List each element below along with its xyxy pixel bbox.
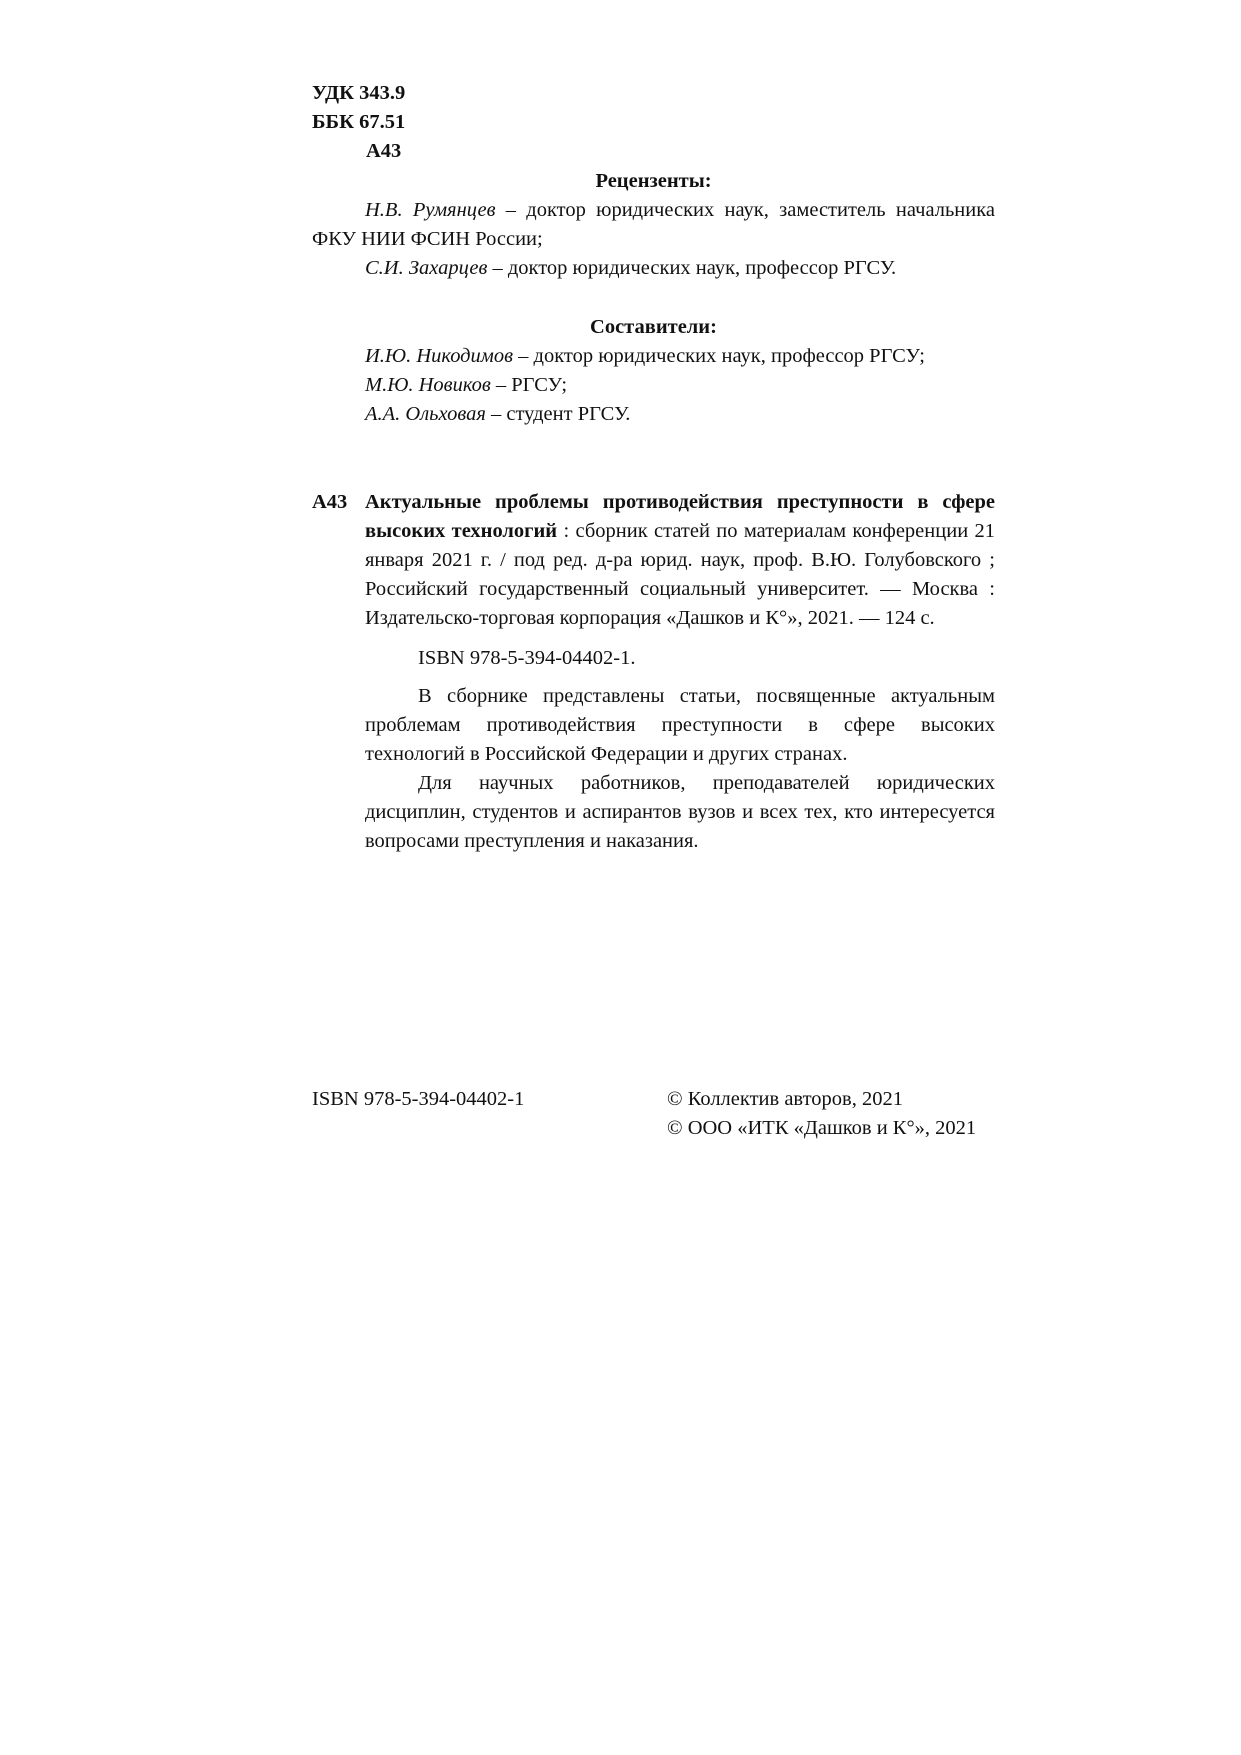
reviewer-name: Н.В. Румянцев [365, 199, 496, 221]
book-details: : сборник статей по материалам конференции 21 января 2021 г. / под ред. д-ра юрид. наук, проф. В.Ю. Голубовского ; Российский государственный социальный университет. — Москва : Издательско-торговая корпорация «Дашков и К°», 2021. — 124 с. [365, 520, 996, 629]
reviewer-desc: – доктор юридических наук, заместитель начальника ФКУ НИИ ФСИН России; [312, 199, 995, 250]
reviewer-name: С.И. Захарцев [365, 257, 488, 279]
compiler-item [312, 342, 995, 371]
compiler-name: М.Ю. Новиков [365, 374, 491, 396]
entry-author-sign: А43 [312, 491, 348, 513]
reviewer-item [312, 254, 995, 283]
compiler-item [312, 371, 995, 400]
annotation-paragraph: В сборнике представлены статьи, посвященные актуальным проблемам противодействия преступности в сфере высоких технологий в Российской Федерации и других странах. [365, 685, 995, 765]
copyright-block [667, 1085, 976, 1143]
reviewers-list [312, 196, 995, 283]
reviewers-heading: Рецензенты: [595, 170, 712, 192]
book-title: Актуальные проблемы противодействия преступности в сфере высоких технологий [365, 491, 995, 542]
udk-code: УДК 343.9 [312, 82, 406, 104]
bibliographic-entry [365, 488, 995, 856]
annotation-paragraph: Для научных работников, преподавателей юридических дисциплин, студентов и аспирантов вузов и всех тех, кто интересуется вопросами преступления и наказания. [365, 772, 995, 852]
bibliographic-description [365, 488, 995, 633]
classification-codes [312, 79, 612, 166]
compiler-desc: – студент РГСУ. [485, 403, 631, 425]
author-sign: А43 [366, 140, 402, 162]
footer-isbn: ISBN 978-5-394-04402-1 [312, 1088, 525, 1110]
compiler-name: И.Ю. Никодимов [365, 345, 514, 367]
reviewer-item [312, 196, 995, 254]
copyright-line: © ООО «ИТК «Дашков и К°», 2021 [667, 1117, 977, 1139]
reviewer-desc: – доктор юридических наук, профессор РГСУ. [487, 257, 897, 279]
compilers-list [312, 342, 995, 429]
isbn-line: ISBN 978-5-394-04402-1. [418, 647, 636, 669]
compiler-desc: – РГСУ; [490, 374, 568, 396]
copyright-line: © Коллектив авторов, 2021 [667, 1088, 903, 1110]
compiler-name: А.А. Ольховая [365, 403, 486, 425]
compilers-heading: Составители: [590, 316, 717, 338]
compiler-item [312, 400, 995, 429]
compiler-desc: – доктор юридических наук, профессор РГСУ; [513, 345, 925, 367]
bbk-code: ББК 67.51 [312, 111, 406, 133]
